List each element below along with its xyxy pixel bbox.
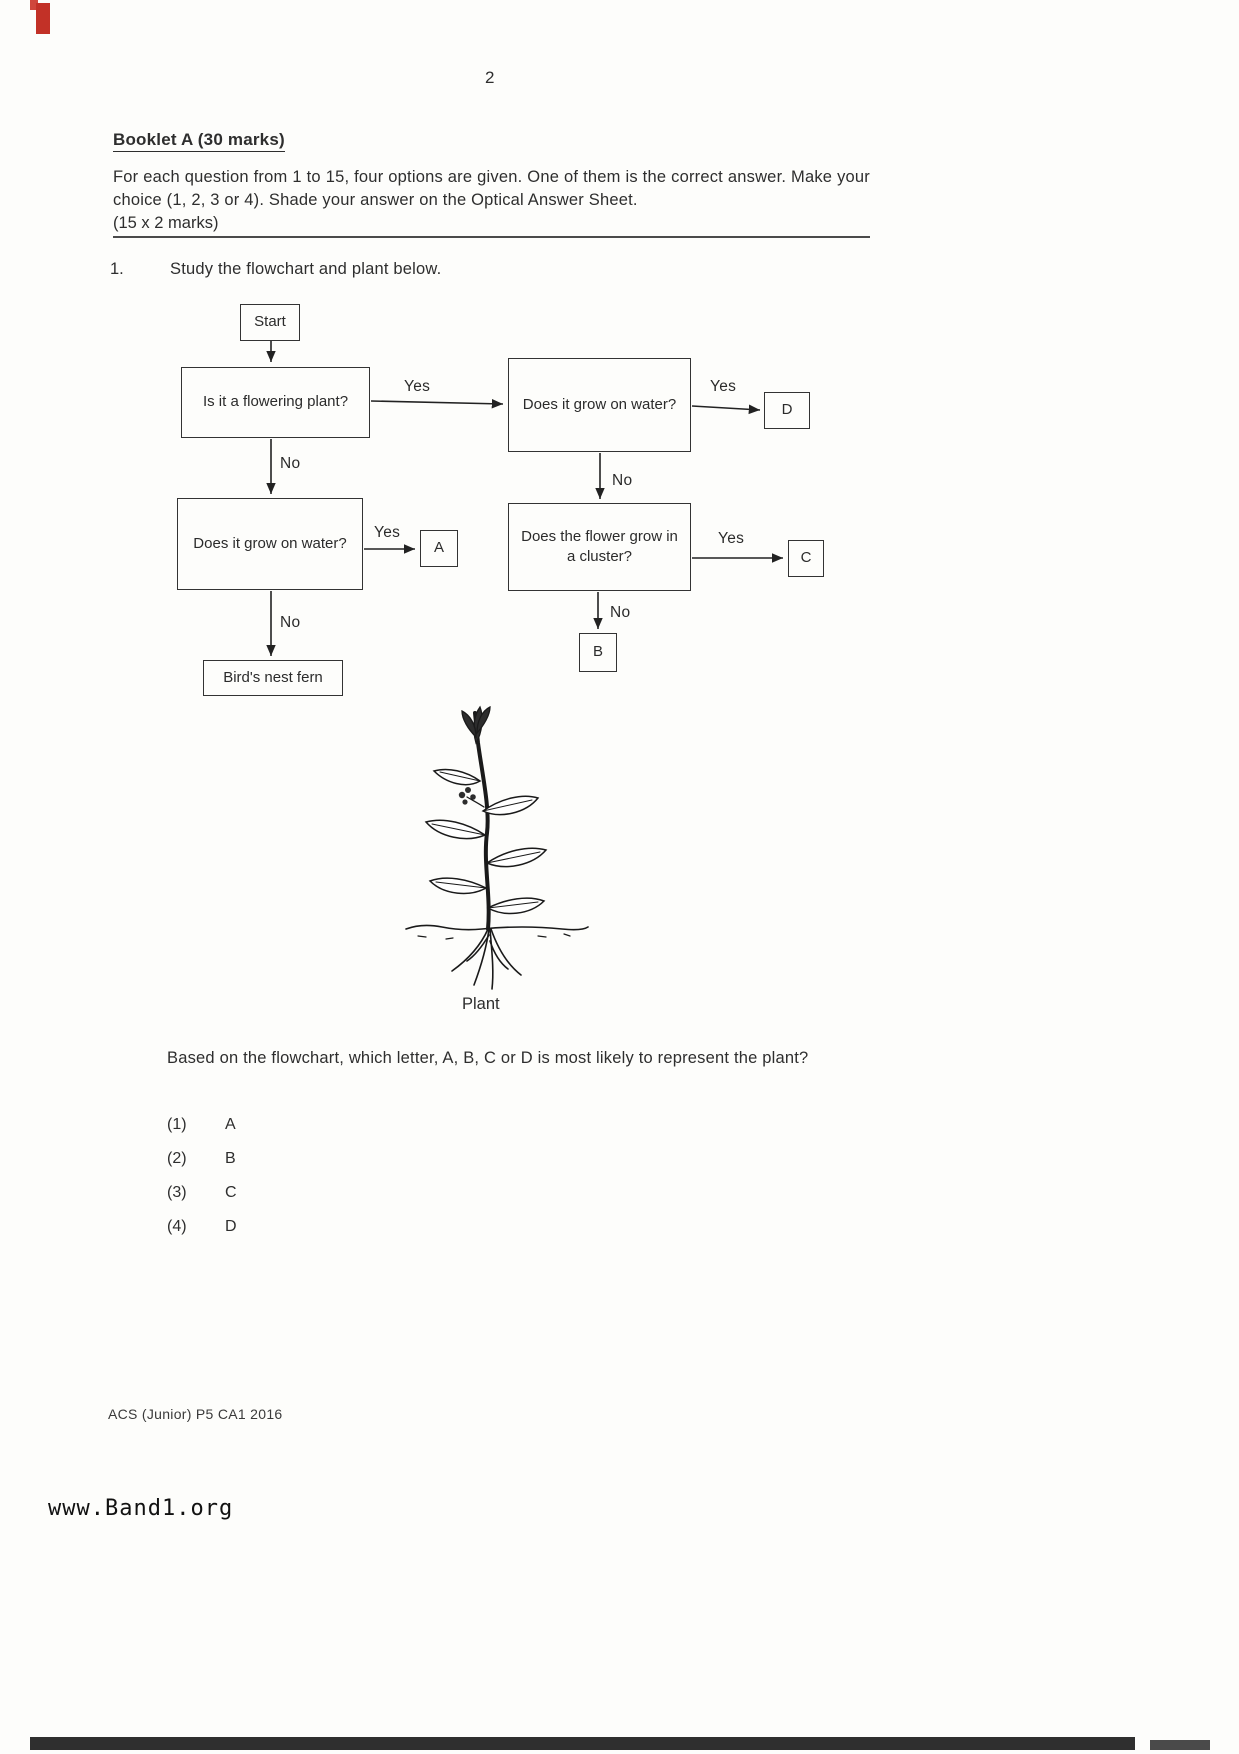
label-no-flowering: No [280,455,301,472]
option-number: (3) [167,1184,187,1201]
option-row-3 [167,1184,237,1203]
flowchart-start-box: Start [240,304,300,341]
scan-bottom-bar-fragment [1150,1740,1210,1750]
option-label: B [225,1150,236,1167]
flowchart-c-box: C [788,540,824,577]
option-number: (1) [167,1116,187,1133]
plant-illustration [388,703,598,1003]
option-label: C [225,1184,237,1201]
scan-red-mark [36,3,50,34]
flowchart-water-left-box: Does it grow on water? [177,498,363,590]
footer-code: ACS (Junior) P5 CA1 2016 [108,1406,283,1422]
header-block [113,130,870,238]
plant-caption: Plant [462,995,500,1013]
option-number: (2) [167,1150,187,1167]
flowchart-b-box: B [579,633,617,672]
label-yes-water-right: Yes [710,378,737,395]
question-number: 1. [110,260,124,278]
instructions-text: For each question from 1 to 15, four options are given. One of them is the correct answer. Make your choice (1, 2, 3 or 4). Shade your answer on the Optical Answer Sheet. [113,168,870,209]
label-yes-water-left: Yes [374,524,401,541]
label-no-water-right: No [612,472,633,489]
option-number: (4) [167,1218,187,1235]
label-yes-cluster: Yes [718,530,745,547]
flowchart-water-right-box: Does it grow on water? [508,358,691,452]
page-number: 2 [485,68,495,87]
label-yes-flowering: Yes [404,378,431,395]
label-no-water-left: No [280,614,301,631]
question-row [110,260,441,279]
label-no-cluster: No [610,604,631,621]
option-label: A [225,1116,236,1133]
flowchart-flowering-box: Is it a flowering plant? [181,367,370,438]
option-row-2 [167,1150,237,1169]
option-row-4 [167,1218,237,1237]
booklet-heading: Booklet A (30 marks) [113,130,285,152]
marks-note: (15 x 2 marks) [113,214,219,232]
watermark: www.Band1.org [48,1496,234,1521]
options-list [167,1116,237,1252]
flowchart-fern-box: Bird's nest fern [203,660,343,696]
flowchart-d-box: D [764,392,810,429]
flowchart-cluster-box: Does the flower grow in a cluster? [508,503,691,591]
flowchart-a-box: A [420,530,458,567]
flowchart-arrows [0,0,1239,760]
question-prompt: Study the flowchart and plant below. [170,260,442,278]
scan-bottom-bar [30,1737,1135,1750]
question-text: Based on the flowchart, which letter, A, B, C or D is most likely to represent the plant? [167,1049,809,1067]
flowchart [0,0,1239,760]
option-label: D [225,1218,237,1235]
divider-line [113,236,870,238]
option-row-1 [167,1116,237,1135]
